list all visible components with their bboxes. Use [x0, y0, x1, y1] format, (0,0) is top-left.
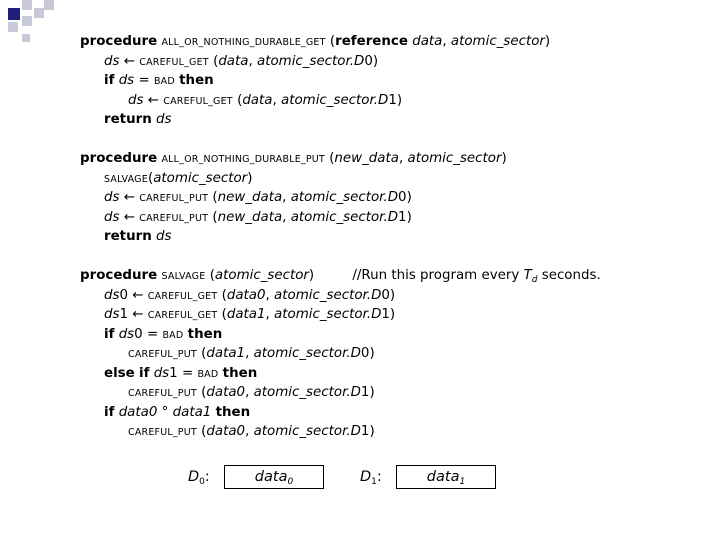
- corner-square-light-5: [22, 16, 32, 26]
- arg: data: [412, 34, 443, 49]
- p2-line-3: ds ← CAREFUL_PUT (new_data, atomic_sector.D0): [104, 190, 412, 205]
- corner-square-light-6: [22, 34, 30, 42]
- d1-box: data$_1$: [396, 465, 496, 489]
- p3-line-6: else if ds1 = BAD then: [104, 365, 258, 381]
- procedure-name: SALVAGE: [161, 271, 206, 282]
- p3-line-9: CAREFUL_PUT (data0, atomic_sector.D1): [128, 424, 375, 439]
- p3-line-7: CAREFUL_PUT (data0, atomic_sector.D1): [128, 385, 375, 400]
- arg: atomic_sector: [450, 34, 545, 49]
- p1-header: procedure ALL_OR_NOTHING_DURABLE_GET (reference data, atomic_sector): [80, 34, 551, 49]
- procedure-name: ALL_OR_NOTHING_DURABLE_GET: [161, 37, 326, 48]
- p3-line-3: ds1 ← CAREFUL_GET (data1, atomic_sector.D1): [104, 307, 396, 322]
- d0-label: $D_0$:: [188, 469, 210, 487]
- comment: //Run this program every $T_d$ seconds.: [352, 268, 601, 285]
- p3-line-2: ds0 ← CAREFUL_GET (data0, atomic_sector.D0): [104, 287, 396, 303]
- p2-header: procedure ALL_OR_NOTHING_DURABLE_PUT (new_data, atomic_sector): [80, 151, 507, 166]
- p3-line-5: CAREFUL_PUT (data1, atomic_sector.D0): [128, 346, 375, 361]
- assign-arrow: ←: [123, 53, 135, 69]
- p1-line-4: ds ← CAREFUL_GET (data, atomic_sector.D1): [128, 92, 403, 108]
- p2-line-4: ds ← CAREFUL_PUT (new_data, atomic_sector.D1): [104, 209, 412, 225]
- corner-square-light-3: [44, 0, 54, 10]
- p3-line-8: if data0 ° data1 then: [104, 404, 251, 420]
- pseudocode-block: [80, 32, 700, 442]
- p1-line-3: if ds = BAD then: [104, 73, 214, 88]
- d1-label: $D_1$:: [360, 469, 382, 487]
- d0-box: data$_0$: [224, 465, 324, 489]
- p3-header: procedure SALVAGE (atomic_sector) //Run this program every $T_d$ seconds.: [80, 268, 601, 285]
- p2-line-2: SALVAGE(atomic_sector): [104, 170, 253, 186]
- p1-line-5: return ds: [104, 112, 172, 127]
- keyword-procedure: procedure: [80, 34, 158, 49]
- p2-line-5: return ds: [104, 229, 172, 244]
- sector-boxes: [0, 463, 720, 493]
- corner-square-light-2: [34, 8, 44, 18]
- procedure-name: ALL_OR_NOTHING_DURABLE_PUT: [161, 154, 325, 165]
- keyword-reference: reference: [335, 34, 408, 49]
- p3-line-4: if ds0 = BAD then: [104, 326, 223, 342]
- corner-square-dark-1: [8, 8, 20, 20]
- corner-square-light-4: [8, 22, 18, 32]
- p1-line-2: ds ← CAREFUL_GET (data, atomic_sector.D0): [104, 53, 379, 69]
- corner-square-light-1: [22, 0, 32, 10]
